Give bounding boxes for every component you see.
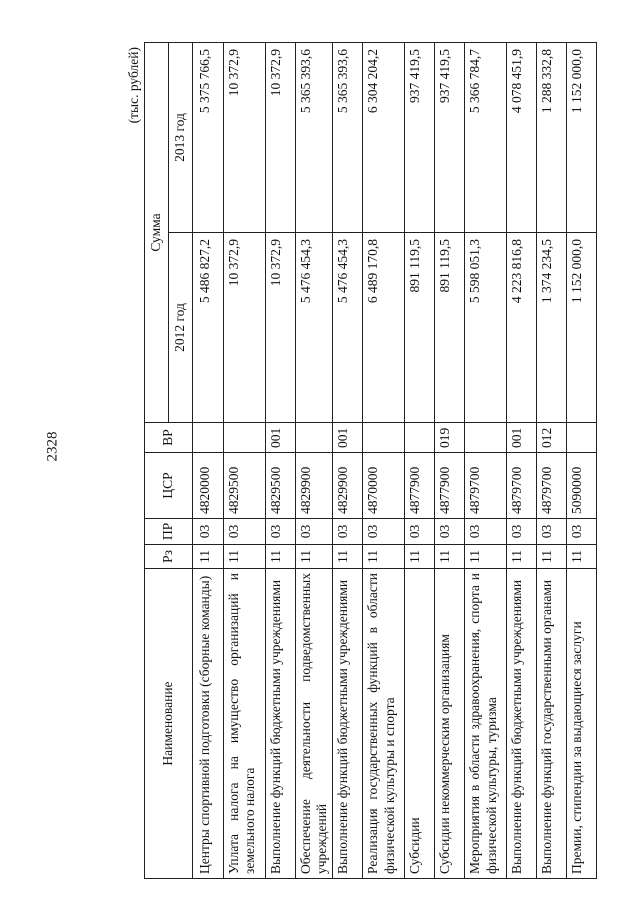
row-sum-2013: 10 372,9 [266,42,296,232]
row-sum-2012: 891 119,5 [435,233,465,423]
header-2013: 2013 год [169,42,193,232]
header-vr: ВР [145,423,193,453]
row-pr: 03 [567,519,597,545]
table-row [405,42,435,878]
row-sum-2012: 1 374 234,5 [537,233,567,423]
row-name: Обеспечение деятельности подведомственных учреждений [296,569,333,879]
row-vr: 001 [266,423,296,453]
table-row [224,42,266,878]
row-sum-2013: 1 288 332,8 [537,42,567,232]
row-sum-2013: 5 366 784,7 [465,42,507,232]
row-vr: 001 [333,423,363,453]
row-name: Уплата налога на имущество организаций и земельного налога [224,569,266,879]
header-pr: ПР [145,519,193,545]
row-sum-2012: 1 152 000,0 [567,233,597,423]
row-csr: 4870000 [363,453,405,519]
row-pr: 03 [333,519,363,545]
table-row [266,42,296,878]
table-row [567,42,597,878]
row-pr: 03 [435,519,465,545]
row-csr: 4829900 [296,453,333,519]
row-sum-2012: 4 223 816,8 [507,233,537,423]
row-rz: 11 [266,545,296,569]
table-row [507,42,537,878]
row-pr: 03 [405,519,435,545]
row-vr: 001 [507,423,537,453]
row-name: Реализация государственных функций в области физической культуры и спорта [363,569,405,879]
row-rz: 11 [224,545,266,569]
row-name: Выполнение функций бюджетными учреждениями [266,569,296,879]
row-csr: 4820000 [193,453,224,519]
row-vr [465,423,507,453]
row-vr [363,423,405,453]
table-row [333,42,363,878]
row-rz: 11 [296,545,333,569]
row-sum-2012: 5 598 051,3 [465,233,507,423]
row-sum-2013: 937 419,5 [435,42,465,232]
row-vr [567,423,597,453]
row-rz: 11 [537,545,567,569]
row-rz: 11 [465,545,507,569]
row-pr: 03 [507,519,537,545]
row-sum-2012: 10 372,9 [224,233,266,423]
row-pr: 03 [465,519,507,545]
row-sum-2012: 5 476 454,3 [333,233,363,423]
row-name: Выполнение функций государственными органами [537,569,567,879]
table-row [363,42,405,878]
row-sum-2013: 10 372,9 [224,42,266,232]
page-number: 2328 [44,431,61,462]
row-sum-2013: 5 375 766,5 [193,42,224,232]
row-rz: 11 [193,545,224,569]
row-pr: 03 [296,519,333,545]
row-name: Выполнение функций бюджетными учреждениями [333,569,363,879]
row-name: Премии, стипендии за выдающиеся заслуги [567,569,597,879]
row-csr: 5090000 [567,453,597,519]
budget-table [144,42,597,879]
budget-table-container [126,43,585,879]
row-csr: 4879700 [507,453,537,519]
row-sum-2013: 6 304 204,2 [363,42,405,232]
row-name: Центры спортивной подготовки (сборные команды) [193,569,224,879]
row-pr: 03 [266,519,296,545]
row-rz: 11 [363,545,405,569]
header-sum: Сумма [145,42,169,422]
row-vr [296,423,333,453]
row-sum-2012: 6 489 170,8 [363,233,405,423]
row-rz: 11 [567,545,597,569]
table-body [193,42,597,878]
row-vr [405,423,435,453]
header-2012: 2012 год [169,233,193,423]
row-rz: 11 [507,545,537,569]
table-row [465,42,507,878]
row-sum-2012: 5 476 454,3 [296,233,333,423]
units-label: (тыс. рублей) [126,47,141,124]
row-name: Выполнение функций бюджетными учреждениями [507,569,537,879]
table-row [296,42,333,878]
row-vr: 019 [435,423,465,453]
row-rz: 11 [333,545,363,569]
row-sum-2013: 4 078 451,9 [507,42,537,232]
row-pr: 03 [537,519,567,545]
row-sum-2012: 10 372,9 [266,233,296,423]
header-csr: ЦСР [145,453,193,519]
row-vr: 012 [537,423,567,453]
row-vr [224,423,266,453]
row-sum-2012: 5 486 827,2 [193,233,224,423]
row-sum-2013: 1 152 000,0 [567,42,597,232]
row-name: Субсидии [405,569,435,879]
row-pr: 03 [193,519,224,545]
row-sum-2012: 891 119,5 [405,233,435,423]
row-pr: 03 [363,519,405,545]
row-rz: 11 [435,545,465,569]
row-name: Субсидии некоммерческим организациям [435,569,465,879]
row-sum-2013: 937 419,5 [405,42,435,232]
row-csr: 4829900 [333,453,363,519]
row-pr: 03 [224,519,266,545]
table-row [193,42,224,878]
row-csr: 4877900 [435,453,465,519]
row-csr: 4829500 [224,453,266,519]
row-csr: 4879700 [465,453,507,519]
row-vr [193,423,224,453]
row-csr: 4877900 [405,453,435,519]
row-name: Мероприятия в области здравоохранения, спорта и физической культуры, туризма [465,569,507,879]
row-rz: 11 [405,545,435,569]
table-row [537,42,567,878]
table-row [435,42,465,878]
row-sum-2013: 5 365 393,6 [333,42,363,232]
row-sum-2013: 5 365 393,6 [296,42,333,232]
header-rz: Рз [145,545,193,569]
row-csr: 4879700 [537,453,567,519]
header-name: Наименование [145,569,193,879]
row-csr: 4829500 [266,453,296,519]
